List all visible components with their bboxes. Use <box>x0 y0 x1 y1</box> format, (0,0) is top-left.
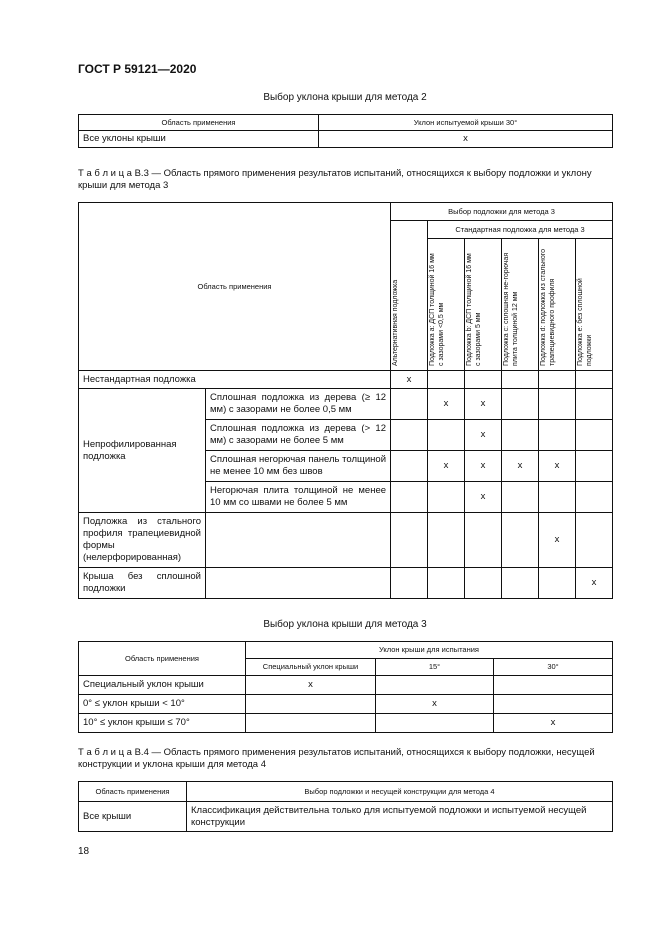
caption-text: В.3 — Область прямого применения результатов испытаний, относящихся к выбору подложки и уклону крыши для метода 3 <box>78 168 592 191</box>
table-cell: х <box>428 389 465 420</box>
caption-text: В.4 — Область прямого применения результатов испытаний, относящихся к выбору подложки, несущей конструкции и уклона крыши для метода 4 <box>78 747 595 770</box>
col-header-alt <box>391 221 428 371</box>
table-b3-caption <box>78 168 612 192</box>
table-cell: х <box>376 695 494 714</box>
table-cell: х <box>494 714 613 733</box>
table-b4-caption <box>78 747 612 771</box>
table-cell: Подложка из стального профиля трапециевидной формы (нелерфорированная) <box>79 513 206 568</box>
table-header: Выбор подложки и несущей конструкции для метода 4 <box>187 782 613 802</box>
col-header-e <box>576 239 613 371</box>
caption-prefix: Т а б л и ц а <box>78 747 132 758</box>
table-header: Стандартная подложка для метода 3 <box>428 221 613 239</box>
table-cell: Крыша без сплошной подложки <box>79 568 206 599</box>
table-header: 30° <box>494 659 613 676</box>
table-cell: Сплошная подложка из дерева (≥ 12 мм) с зазорами не более 0,5 мм <box>206 389 391 420</box>
caption-prefix: Т а б л и ц а <box>78 168 132 179</box>
table-cell: Классификация действительна только для испытуемой подложки и испытуемой несущей конструкции <box>187 802 613 832</box>
table-cell: Негорючая плита толщиной не менее 10 мм со швами не более 5 мм <box>206 482 391 513</box>
table-cell: х <box>539 451 576 482</box>
table-cell: Непрофилированная подложка <box>79 389 206 513</box>
col-header-d <box>539 239 576 371</box>
table-row <box>79 513 613 568</box>
page-number: 18 <box>78 846 90 857</box>
table-b3 <box>78 202 613 599</box>
table-cell: х <box>502 451 539 482</box>
table-row <box>79 714 613 733</box>
table-header: Область применения <box>79 642 246 676</box>
table-cell: Сплошная негорючая панель толщиной не менее 10 мм без швов <box>206 451 391 482</box>
col-header-text: Альтернативная подложка <box>392 279 400 366</box>
col-header-text: Подложка е: без сплошной подложки <box>577 278 594 366</box>
table-cell: х <box>576 568 613 599</box>
table-cell: Все уклоны крыши <box>79 131 319 148</box>
table-row <box>79 568 613 599</box>
table-cell: Специальный уклон крыши <box>79 676 246 695</box>
table-method3-slope <box>78 641 613 733</box>
col-header-b <box>465 239 502 371</box>
table-cell: х <box>246 676 376 695</box>
table-row <box>79 676 613 695</box>
table-header: Уклон испытуемой крыши 30° <box>319 115 613 131</box>
table-row <box>79 389 613 420</box>
table-cell: х <box>465 389 502 420</box>
table-cell: Все крыши <box>79 802 187 832</box>
table-cell: 0° ≤ уклон крыши < 10° <box>79 695 246 714</box>
table-header: Уклон крыши для испытания <box>246 642 613 659</box>
col-header-text: Подложка а: ДСП толщиной 16 мм с зазорами <0,5 мм <box>429 253 446 366</box>
table-cell: Нестандартная подложка <box>79 371 391 389</box>
table-cell: Сплошная подложка из дерева (> 12 мм) с зазорами не более 5 мм <box>206 420 391 451</box>
table-row <box>79 802 613 832</box>
col-header-c <box>502 239 539 371</box>
table-cell: х <box>391 371 428 389</box>
col-header-text: Подложка с: сплошная не-горючая плита толщиной 12 мм <box>503 252 520 366</box>
table-header: 15° <box>376 659 494 676</box>
col-header-text: Подложка b: ДСП толщиной 16 мм с зазорами 5 мм <box>466 253 483 366</box>
table-cell: х <box>539 513 576 568</box>
document-header: ГОСТ Р 59121—2020 <box>78 62 197 76</box>
section-title-method2: Выбор уклона крыши для метода 2 <box>263 92 427 103</box>
table-cell: 10° ≤ уклон крыши ≤ 70° <box>79 714 246 733</box>
section-title-method3: Выбор уклона крыши для метода 3 <box>263 619 427 630</box>
table-header: Область применения <box>79 782 187 802</box>
table-cell: х <box>465 420 502 451</box>
table-cell: х <box>465 451 502 482</box>
table-row <box>79 695 613 714</box>
table-cell: х <box>465 482 502 513</box>
table-header: Выбор подложки для метода 3 <box>391 203 613 221</box>
table-cell: х <box>428 451 465 482</box>
col-header-a <box>428 239 465 371</box>
table-header: Область применения <box>79 203 391 371</box>
table-header: Область применения <box>79 115 319 131</box>
table-method2-slope <box>78 114 613 148</box>
table-header: Специальный уклон крыши <box>246 659 376 676</box>
table-cell: х <box>319 131 613 148</box>
col-header-text: Подложка d: подложка из стального трапециевидного профиля <box>540 248 557 366</box>
table-row <box>79 371 613 389</box>
table-b4 <box>78 781 613 832</box>
